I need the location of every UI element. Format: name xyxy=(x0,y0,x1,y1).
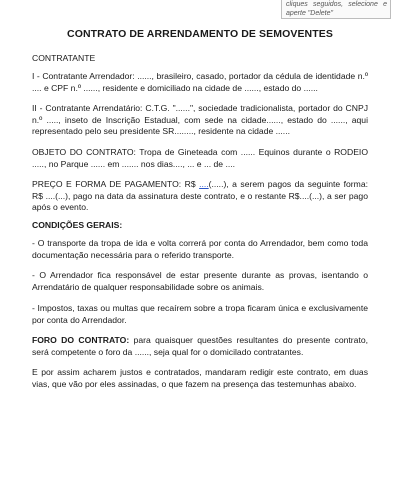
instruction-note xyxy=(281,0,391,19)
condicao-responsabilidade: - O Arrendador fica responsável de estar presente durante as provas, isentando o Arrendatário de qualquer responsabilidade sobre os animais. xyxy=(32,270,368,292)
foro-heading: FORO DO CONTRATO: xyxy=(32,335,130,345)
condicao-impostos: - Impostos, taxas ou multas que recaírem sobre a tropa ficaram única e exclusivamente por conta do Arrendador. xyxy=(32,303,368,325)
preco-value-field[interactable]: .... xyxy=(199,179,209,189)
arrendatario-paragraph: II - Contratante Arrendatário: C.T.G. "......", sociedade tradicionalista, portador do CNPJ n.º ....., inseto de Inscrição Estadual, com sede na cidade......, estado do ......, aqui representado pelo seu presidente SR........, residente na cidade ...... xyxy=(32,103,368,136)
foro-paragraph xyxy=(32,335,368,358)
objeto-paragraph: OBJETO DO CONTRATO: Tropa de Gineteada com ...... Equinos durante o RODEIO ....., no Parque ...... em ....... nos dias...., ... e ... de .... xyxy=(32,147,368,169)
contratante-heading: CONTRATANTE xyxy=(32,53,96,63)
document-title: CONTRATO DE ARRENDAMENTO DE SEMOVENTES xyxy=(67,28,333,40)
fecho-paragraph: E por assim acharem justos e contratados, mandaram redigir este contrato, em duas vias, que vão por eles assinadas, o que fazem na presença das testemunhas abaixo. xyxy=(32,367,368,389)
condicoes-heading: CONDIÇÕES GERAIS: xyxy=(32,220,123,230)
instruction-note-text: cliques seguidos, selecione e aperte "Delete" xyxy=(286,1,387,17)
foro-text: para quaisquer questões resultantes do presente contrato, será competente o foro da ......, seja qual for o domicilado contratantes. xyxy=(32,335,368,357)
arrendador-paragraph: I - Contratante Arrendador: ......, brasileiro, casado, portador da cédula de identidade n.º .... e CPF n.º ......, residente e domiciliado na cidade de ......, estado do ...... xyxy=(32,71,368,93)
preco-text-start: PREÇO E FORMA DE PAGAMENTO: R$ xyxy=(32,179,200,189)
condicao-transporte: - O transporte da tropa de ida e volta correrá por conta do Arrendador, bem como toda documentação necessária para o referido transporte. xyxy=(32,238,368,260)
preco-paragraph xyxy=(32,179,368,214)
preco-text-end: (.....), a serem pagos da seguinte forma: R$ ....(...), pago na data da assinatura deste contrato, e o restante R$....(...), a ser pago após o evento. xyxy=(32,179,368,212)
